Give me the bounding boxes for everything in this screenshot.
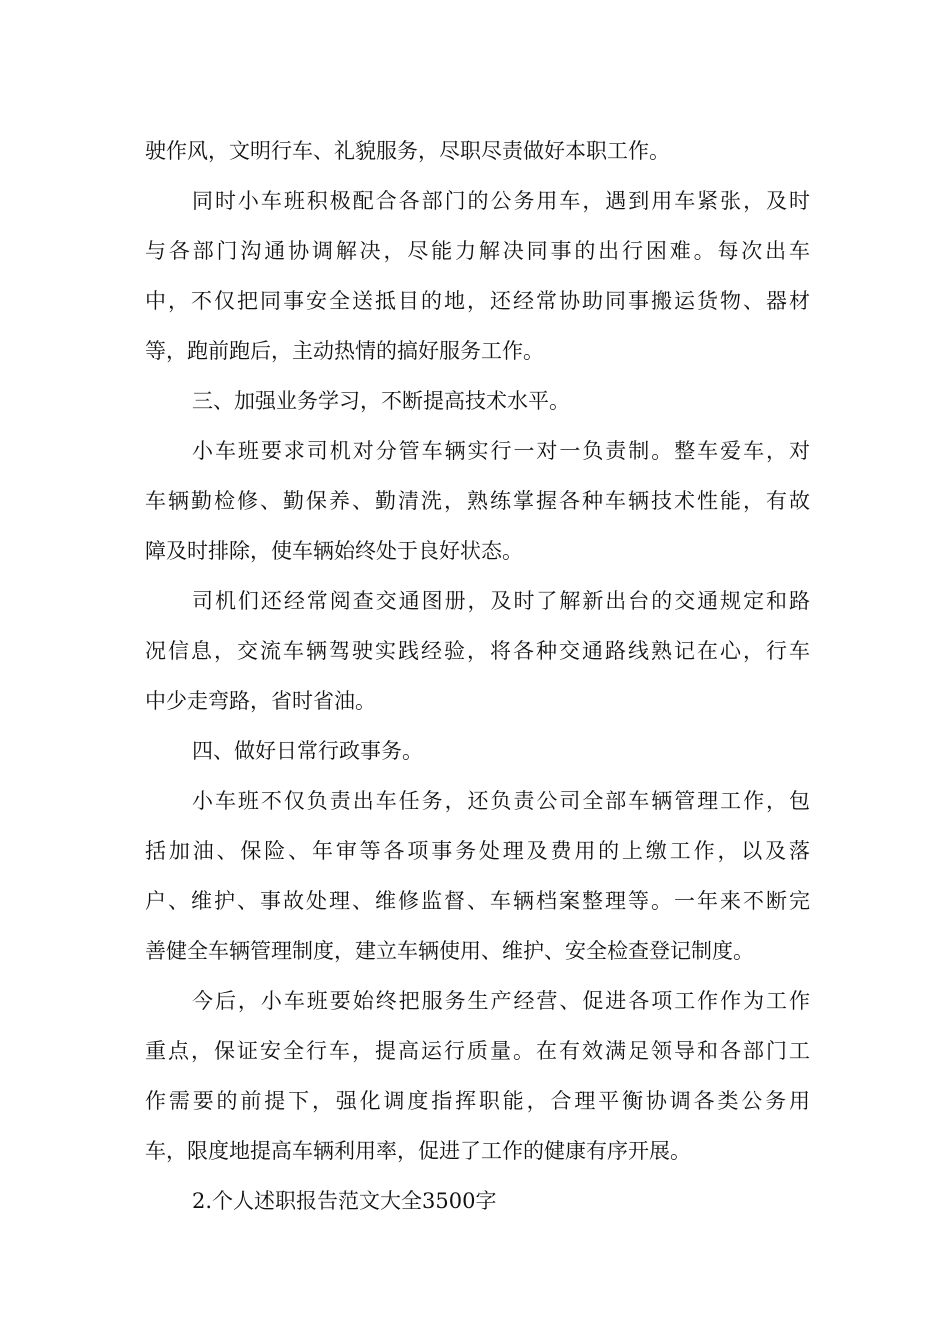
text-line: 车，限度地提高车辆利用率，促进了工作的健康有序开展。 (145, 1139, 691, 1163)
text-line: 驶作风，文明行车、礼貌服务，尽职尽责做好本职工作。 (145, 139, 670, 163)
text-line: 况信息，交流车辆驾驶实践经验，将各种交通路线熟记在心，行车 (145, 639, 810, 663)
section-heading: 2.个人述职报告范文大全3500字 (192, 1189, 497, 1213)
text-line: 等，跑前跑后，主动热情的搞好服务工作。 (145, 339, 544, 363)
text-line: 户、维护、事故处理、维修监督、车辆档案整理等。一年来不断完 (145, 889, 810, 913)
paragraph-first-line: 同时小车班积极配合各部门的公务用车，遇到用车紧张，及时 (192, 189, 810, 213)
paragraph-first-line: 司机们还经常阅查交通图册，及时了解新出台的交通规定和路 (192, 589, 810, 613)
text-line: 括加油、保险、年审等各项事务处理及费用的上缴工作，以及落 (145, 839, 810, 863)
text-line: 障及时排除，使车辆始终处于良好状态。 (145, 539, 523, 563)
text-line: 中少走弯路，省时省油。 (145, 689, 376, 713)
paragraph-first-line: 小车班不仅负责出车任务，还负责公司全部车辆管理工作，包 (192, 789, 810, 813)
text-line: 作需要的前提下，强化调度指挥职能，合理平衡协调各类公务用 (145, 1089, 810, 1113)
paragraph-first-line: 今后，小车班要始终把服务生产经营、促进各项工作作为工作 (192, 989, 810, 1013)
paragraph-first-line: 小车班要求司机对分管车辆实行一对一负责制。整车爱车，对 (192, 439, 810, 463)
text-line: 与各部门沟通协调解决，尽能力解决同事的出行困难。每次出车 (145, 239, 810, 263)
text-line: 车辆勤检修、勤保养、勤清洗，熟练掌握各种车辆技术性能，有故 (145, 489, 810, 513)
section-heading: 四、做好日常行政事务。 (192, 739, 423, 763)
text-line: 中，不仅把同事安全送抵目的地，还经常协助同事搬运货物、器材 (145, 289, 810, 313)
text-line: 重点，保证安全行车，提高运行质量。在有效满足领导和各部门工 (145, 1039, 810, 1063)
text-line: 善健全车辆管理制度，建立车辆使用、维护、安全检查登记制度。 (145, 939, 754, 963)
section-heading: 三、加强业务学习，不断提高技术水平。 (192, 389, 570, 413)
